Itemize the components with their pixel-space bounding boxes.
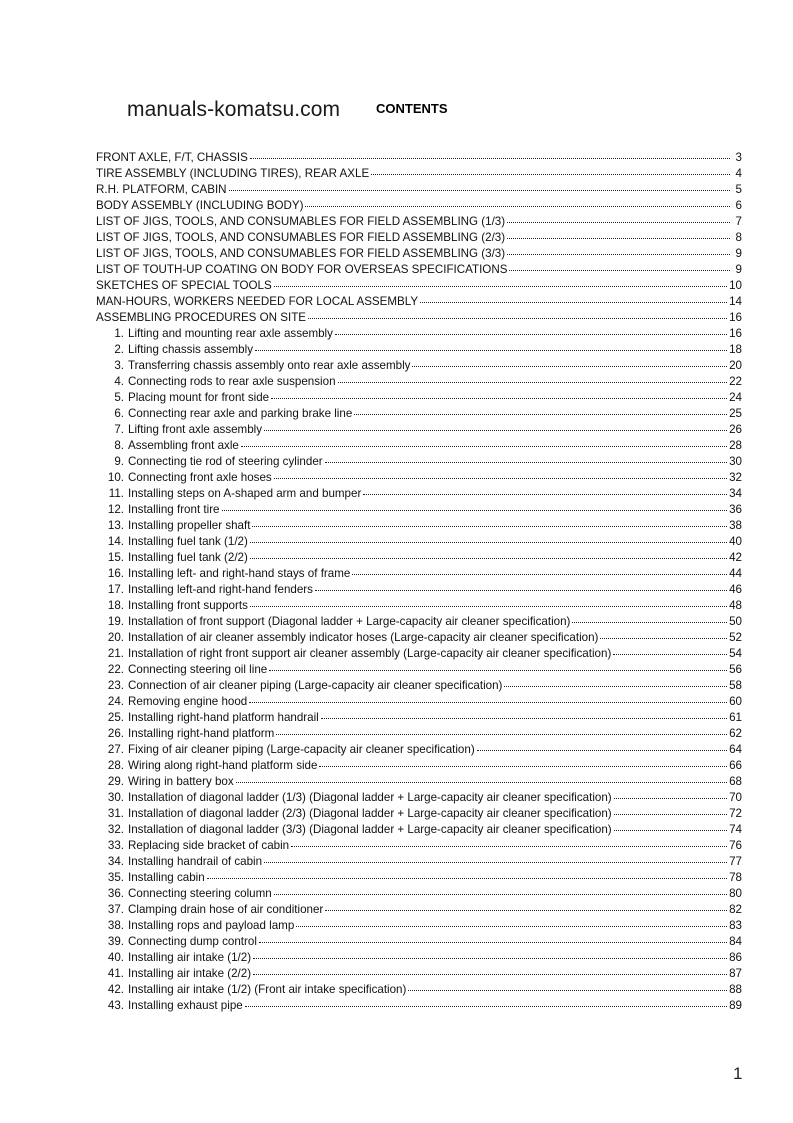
- dot-leader: [274, 275, 727, 287]
- entry-label: Installing rops and payload lamp: [128, 919, 295, 932]
- entry-page: 26: [729, 423, 742, 436]
- entry-number: 35.: [107, 871, 124, 884]
- entry-number: 20.: [107, 631, 124, 644]
- entry-label: Installing right-hand platform handrail: [128, 711, 319, 724]
- entry-page: 77: [729, 855, 742, 868]
- entry-page: 24: [729, 391, 742, 404]
- entry-page: 5: [735, 183, 742, 196]
- dot-leader: [325, 451, 727, 463]
- entry-number: 22.: [107, 663, 124, 676]
- entry-number: 25.: [107, 711, 124, 724]
- entry-number: 21.: [107, 647, 124, 660]
- dot-leader: [276, 723, 727, 735]
- entry-label: Installing exhaust pipe: [128, 999, 243, 1012]
- entry-page: 66: [729, 759, 742, 772]
- toc-procedure-entry[interactable]: [96, 997, 742, 1013]
- entry-page: 18: [729, 343, 742, 356]
- entry-number: 43.: [107, 999, 124, 1012]
- entry-page: 83: [729, 919, 742, 932]
- entry-label: Installing cabin: [128, 871, 205, 884]
- toc-sections: [96, 149, 742, 325]
- dot-leader: [291, 835, 727, 847]
- entry-number: 39.: [107, 935, 124, 948]
- dot-leader: [259, 931, 727, 943]
- entry-page: 6: [735, 199, 742, 212]
- page-title: CONTENTS: [376, 101, 448, 116]
- entry-label: Installation of diagonal ladder (3/3) (Diagonal ladder + Large-capacity air cleaner specification): [128, 823, 612, 836]
- dot-leader: [412, 355, 727, 367]
- entry-label: Installing handrail of cabin: [128, 855, 263, 868]
- entry-label: LIST OF JIGS, TOOLS, AND CONSUMABLES FOR FIELD ASSEMBLING (3/3): [96, 247, 506, 260]
- entry-label: Connecting steering oil line: [128, 663, 268, 676]
- entry-label: Connecting dump control: [128, 935, 257, 948]
- entry-page: 34: [729, 487, 742, 500]
- dot-leader: [274, 883, 727, 895]
- dot-leader: [308, 307, 727, 319]
- entry-label: Assembling front axle: [128, 439, 239, 452]
- entry-label: Installation of diagonal ladder (2/3) (Diagonal ladder + Large-capacity air cleaner specification): [128, 807, 612, 820]
- dot-leader: [315, 579, 727, 591]
- dot-leader: [614, 819, 727, 831]
- dot-leader: [241, 435, 727, 447]
- entry-label: Installing front supports: [128, 599, 248, 612]
- entry-page: 30: [729, 455, 742, 468]
- entry-label: ASSEMBLING PROCEDURES ON SITE: [96, 311, 307, 324]
- entry-page: 28: [729, 439, 742, 452]
- dot-leader: [600, 627, 727, 639]
- entry-page: 62: [729, 727, 742, 740]
- entry-label: Installing air intake (2/2): [128, 967, 252, 980]
- entry-page: 48: [729, 599, 742, 612]
- entry-label: Connecting tie rod of steering cylinder: [128, 455, 323, 468]
- dot-leader: [271, 387, 727, 399]
- dot-leader: [477, 739, 727, 751]
- entry-page: 25: [729, 407, 742, 420]
- entry-label: Lifting and mounting rear axle assembly: [128, 327, 333, 340]
- entry-page: 4: [735, 167, 742, 180]
- entry-page: 50: [729, 615, 742, 628]
- dot-leader: [504, 675, 727, 687]
- entry-page: 36: [729, 503, 742, 516]
- entry-number: 2.: [114, 343, 124, 356]
- entry-label: LIST OF TOUTH-UP COATING ON BODY FOR OVERSEAS SPECIFICATIONS: [96, 263, 508, 276]
- entry-number: 9.: [114, 455, 124, 468]
- entry-page: 52: [729, 631, 742, 644]
- entry-number: 40.: [107, 951, 124, 964]
- table-of-contents: [96, 149, 742, 1013]
- dot-leader: [371, 163, 730, 175]
- entry-label: Installation of right front support air cleaner assembly (Large-capacity air cleaner specification): [128, 647, 612, 660]
- entry-page: 82: [729, 903, 742, 916]
- entry-number: 38.: [107, 919, 124, 932]
- entry-page: 14: [729, 295, 742, 308]
- entry-label: R.H. PLATFORM, CABIN: [96, 183, 227, 196]
- entry-number: 8.: [114, 439, 124, 452]
- entry-number: 11.: [108, 487, 124, 500]
- entry-page: 86: [729, 951, 742, 964]
- entry-page: 8: [735, 231, 742, 244]
- dot-leader: [250, 531, 727, 543]
- entry-label: Lifting front axle assembly: [128, 423, 263, 436]
- entry-label: Installing fuel tank (2/2): [128, 551, 248, 564]
- entry-number: 42.: [107, 983, 124, 996]
- dot-leader: [255, 339, 727, 351]
- entry-label: Wiring in battery box: [128, 775, 234, 788]
- entry-page: 54: [729, 647, 742, 660]
- entry-label: Installing right-hand platform: [128, 727, 275, 740]
- entry-label: Installing left- and right-hand stays of frame: [128, 567, 351, 580]
- entry-page: 78: [729, 871, 742, 884]
- entry-page: 9: [735, 247, 742, 260]
- dot-leader: [253, 963, 727, 975]
- entry-label: Installing propeller shaft: [128, 519, 251, 532]
- entry-label: Removing engine hood: [128, 695, 248, 708]
- dot-leader: [229, 179, 730, 191]
- entry-page: 9: [735, 263, 742, 276]
- entry-page: 76: [729, 839, 742, 852]
- entry-number: 32.: [107, 823, 124, 836]
- dot-leader: [408, 979, 727, 991]
- entry-page: 20: [729, 359, 742, 372]
- dot-leader: [420, 291, 727, 303]
- entry-label: Fixing of air cleaner piping (Large-capacity air cleaner specification): [128, 743, 475, 756]
- dot-leader: [269, 659, 727, 671]
- entry-page: 38: [729, 519, 742, 532]
- entry-number: 17.: [107, 583, 124, 596]
- dot-leader: [572, 611, 727, 623]
- entry-number: 30.: [107, 791, 124, 804]
- entry-number: 16.: [107, 567, 124, 580]
- entry-page: 16: [729, 311, 742, 324]
- entry-page: 42: [729, 551, 742, 564]
- entry-number: 34.: [107, 855, 124, 868]
- entry-label: Connecting front axle hoses: [128, 471, 272, 484]
- dot-leader: [249, 691, 727, 703]
- dot-leader: [319, 755, 727, 767]
- entry-page: 16: [729, 327, 742, 340]
- dot-leader: [507, 211, 730, 223]
- entry-page: 72: [729, 807, 742, 820]
- entry-number: 26.: [107, 727, 124, 740]
- dot-leader: [250, 147, 730, 159]
- entry-page: 84: [729, 935, 742, 948]
- entry-page: 10: [729, 279, 742, 292]
- entry-label: Installation of diagonal ladder (1/3) (Diagonal ladder + Large-capacity air cleaner specification): [128, 791, 612, 804]
- dot-leader: [507, 227, 730, 239]
- entry-label: Transferring chassis assembly onto rear axle assembly: [128, 359, 411, 372]
- entry-label: Wiring along right-hand platform side: [128, 759, 318, 772]
- entry-page: 87: [729, 967, 742, 980]
- entry-page: 40: [729, 535, 742, 548]
- dot-leader: [352, 563, 727, 575]
- entry-label: Installation of front support (Diagonal ladder + Large-capacity air cleaner specification): [128, 615, 571, 628]
- toc-procedures: [96, 325, 742, 1013]
- entry-page: 64: [729, 743, 742, 756]
- dot-leader: [509, 259, 730, 271]
- entry-label: LIST OF JIGS, TOOLS, AND CONSUMABLES FOR FIELD ASSEMBLING (2/3): [96, 231, 506, 244]
- entry-label: Installing air intake (1/2) (Front air intake specification): [128, 983, 407, 996]
- entry-number: 19.: [107, 615, 124, 628]
- entry-number: 3.: [114, 359, 124, 372]
- entry-number: 12.: [107, 503, 124, 516]
- entry-label: Installing air intake (1/2): [128, 951, 252, 964]
- entry-label: Replacing side bracket of cabin: [128, 839, 290, 852]
- entry-label: Connecting rear axle and parking brake line: [128, 407, 353, 420]
- entry-label: Lifting chassis assembly: [128, 343, 254, 356]
- dot-leader: [363, 483, 727, 495]
- entry-page: 89: [729, 999, 742, 1012]
- entry-page: 61: [729, 711, 742, 724]
- dot-leader: [325, 899, 727, 911]
- entry-number: 7.: [114, 423, 124, 436]
- dot-leader: [305, 195, 730, 207]
- entry-number: 10.: [107, 471, 124, 484]
- entry-number: 1.: [114, 327, 124, 340]
- entry-page: 80: [729, 887, 742, 900]
- dot-leader: [253, 947, 727, 959]
- dot-leader: [321, 707, 727, 719]
- entry-page: 32: [729, 471, 742, 484]
- entry-page: 3: [735, 151, 742, 164]
- entry-number: 5.: [114, 391, 124, 404]
- entry-number: 13.: [107, 519, 124, 532]
- dot-leader: [614, 803, 727, 815]
- entry-page: 46: [729, 583, 742, 596]
- entry-page: 88: [729, 983, 742, 996]
- entry-label: BODY ASSEMBLY (INCLUDING BODY): [96, 199, 304, 212]
- entry-page: 68: [729, 775, 742, 788]
- dot-leader: [614, 787, 727, 799]
- dot-leader: [236, 771, 727, 783]
- entry-number: 4.: [114, 375, 124, 388]
- dot-leader: [335, 323, 727, 335]
- entry-label: Connecting steering column: [128, 887, 272, 900]
- entry-label: Installing front tire: [128, 503, 220, 516]
- entry-page: 58: [729, 679, 742, 692]
- entry-label: Placing mount for front side: [128, 391, 270, 404]
- entry-number: 24.: [107, 695, 124, 708]
- dot-leader: [507, 243, 730, 255]
- entry-number: 31.: [107, 807, 124, 820]
- entry-page: 22: [729, 375, 742, 388]
- entry-number: 18.: [107, 599, 124, 612]
- dot-leader: [250, 595, 727, 607]
- entry-label: SKETCHES OF SPECIAL TOOLS: [96, 279, 272, 292]
- dot-leader: [207, 867, 727, 879]
- entry-number: 28.: [107, 759, 124, 772]
- entry-page: 56: [729, 663, 742, 676]
- page-number: 1: [733, 1064, 743, 1083]
- entry-number: 29.: [107, 775, 124, 788]
- dot-leader: [252, 515, 727, 527]
- dot-leader: [264, 851, 727, 863]
- entry-page: 70: [729, 791, 742, 804]
- entry-label: LIST OF JIGS, TOOLS, AND CONSUMABLES FOR FIELD ASSEMBLING (1/3): [96, 215, 506, 228]
- entry-number: 37.: [107, 903, 124, 916]
- entry-number: 14.: [107, 535, 124, 548]
- entry-label: Installing left-and right-hand fenders: [128, 583, 313, 596]
- entry-label: Installation of air cleaner assembly indicator hoses (Large-capacity air cleaner specification): [128, 631, 599, 644]
- entry-label: Connection of air cleaner piping (Large-capacity air cleaner specification): [128, 679, 503, 692]
- entry-label: MAN-HOURS, WORKERS NEEDED FOR LOCAL ASSEMBLY: [96, 295, 419, 308]
- entry-label: FRONT AXLE, F/T, CHASSIS: [96, 151, 248, 164]
- watermark-text: manuals-komatsu.com: [127, 98, 341, 121]
- dot-leader: [354, 403, 727, 415]
- dot-leader: [338, 371, 728, 383]
- entry-label: Clamping drain hose of air conditioner: [128, 903, 324, 916]
- dot-leader: [296, 915, 727, 927]
- dot-leader: [274, 467, 727, 479]
- dot-leader: [613, 643, 727, 655]
- entry-number: 6.: [114, 407, 124, 420]
- entry-number: 36.: [107, 887, 124, 900]
- entry-number: 23.: [107, 679, 124, 692]
- entry-label: Connecting rods to rear axle suspension: [128, 375, 336, 388]
- entry-page: 7: [735, 215, 742, 228]
- entry-number: 15.: [107, 551, 124, 564]
- entry-number: 41.: [107, 967, 124, 980]
- dot-leader: [245, 995, 727, 1007]
- dot-leader: [222, 499, 728, 511]
- entry-number: 27.: [107, 743, 124, 756]
- dot-leader: [264, 419, 727, 431]
- entry-page: 60: [729, 695, 742, 708]
- dot-leader: [250, 547, 727, 559]
- entry-page: 44: [729, 567, 742, 580]
- entry-label: Installing steps on A-shaped arm and bumper: [128, 487, 362, 500]
- entry-page: 74: [729, 823, 742, 836]
- entry-label: Installing fuel tank (1/2): [128, 535, 248, 548]
- entry-number: 33.: [107, 839, 124, 852]
- entry-label: TIRE ASSEMBLY (INCLUDING TIRES), REAR AXLE: [96, 167, 370, 180]
